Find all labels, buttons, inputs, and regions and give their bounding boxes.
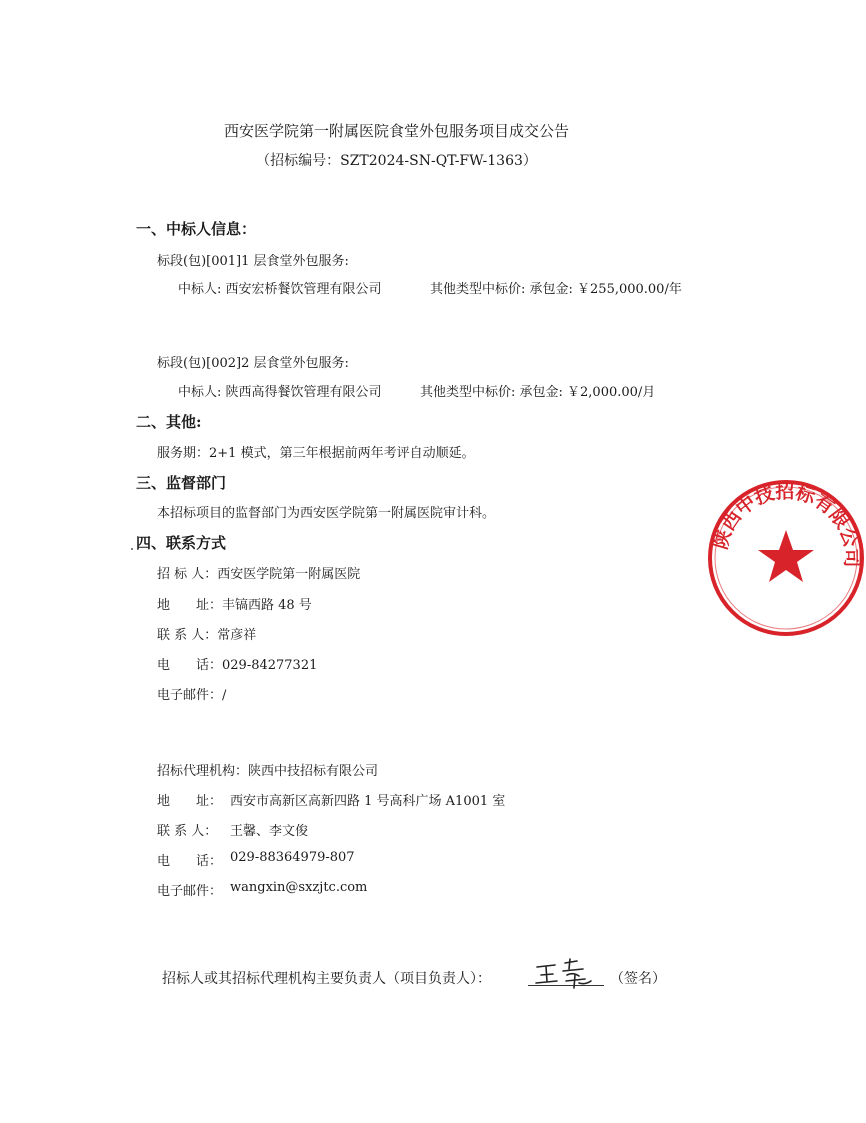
supervision-text: 本招标项目的监督部门为西安医学院第一附属医院审计科。 — [157, 506, 496, 521]
lot2-price: 其他类型中标价: 承包金: ￥2,000.00/月 — [420, 385, 656, 400]
lot2-winner: 中标人: 陕西高得餐饮管理有限公司 — [178, 385, 382, 400]
page-title: 西安医学院第一附属医院食堂外包服务项目成交公告 — [223, 122, 569, 140]
tenderer-address: 地 址：丰镐西路 48 号 — [157, 598, 312, 613]
tenderer-email: 电子邮件：/ — [157, 688, 227, 703]
tender-number: （招标编号：SZT2024-SN-QT-FW-1363） — [256, 153, 537, 169]
section2-heading: 二、其他: — [136, 413, 202, 431]
scan-speck — [131, 548, 133, 550]
agency-name: 招标代理机构：陕西中技招标有限公司 — [157, 764, 379, 779]
signature-label: 招标人或其招标代理机构主要负责人（项目负责人）： — [162, 971, 491, 987]
tenderer-phone: 电 话：029-84277321 — [157, 658, 318, 673]
agency-phone: 029-88364979-807 — [230, 850, 355, 865]
seal-text: 陕西中技招标有限公司 — [710, 481, 863, 568]
lot2-name: 标段(包)[002]2 层食堂外包服务: — [157, 356, 349, 371]
agency-contact-label: 联 系 人： — [157, 824, 218, 839]
agency-address: 西安市高新区高新四路 1 号高科广场 A1001 室 — [230, 794, 506, 809]
agency-contact: 王馨、李文俊 — [230, 824, 309, 839]
company-seal — [706, 478, 866, 638]
handwritten-signature — [533, 955, 603, 991]
section1-heading: 一、中标人信息： — [136, 220, 257, 238]
agency-phone-label: 电 话： — [157, 854, 223, 869]
tenderer-name: 招 标 人：西安医学院第一附属医院 — [157, 567, 361, 582]
agency-email-label: 电子邮件： — [157, 884, 223, 899]
section3-heading: 三、监督部门 — [136, 474, 227, 492]
service-period: 服务期：2+1 模式，第三年根据前两年考评自动顺延。 — [157, 446, 475, 461]
tenderer-contact: 联 系 人：常彦祥 — [157, 628, 257, 643]
lot1-name: 标段(包)[001]1 层食堂外包服务: — [157, 254, 349, 269]
section4-heading: 四、联系方式 — [136, 534, 227, 552]
agency-address-label: 地 址： — [157, 794, 223, 809]
signature-suffix: （签名） — [610, 971, 666, 987]
lot1-winner: 中标人: 西安宏桥餐饮管理有限公司 — [178, 282, 382, 297]
agency-email: wangxin@sxzjtc.com — [230, 880, 368, 895]
lot1-price: 其他类型中标价: 承包金: ￥255,000.00/年 — [430, 282, 682, 297]
